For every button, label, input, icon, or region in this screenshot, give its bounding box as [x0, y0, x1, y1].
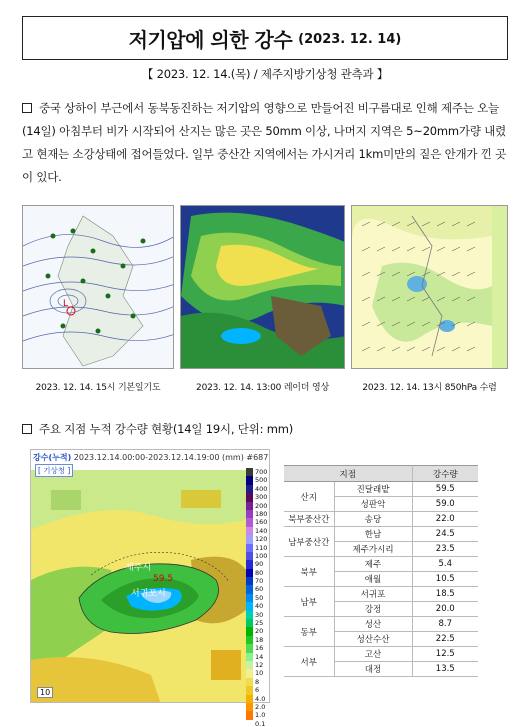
legend-item [246, 703, 276, 711]
legend-item [246, 594, 276, 602]
legend-label: 14 [255, 652, 264, 661]
rainfall-value-cell: 8.7 [412, 617, 478, 632]
table-header-row [284, 466, 478, 482]
legend-item [246, 577, 276, 585]
col-header-rainfall: 강수량 [412, 466, 478, 482]
region-cell: 서부 [284, 647, 334, 677]
legend-item [246, 661, 276, 669]
legend-label: 140 [255, 526, 268, 535]
legend-swatch [246, 485, 253, 493]
title-box [22, 16, 508, 60]
legend-item [246, 485, 276, 493]
legend-label: 200 [255, 501, 268, 510]
legend-swatch [246, 627, 253, 635]
legend-label: 10 [255, 669, 264, 678]
legend-label: 25 [255, 619, 264, 628]
legend-swatch [246, 695, 253, 703]
legend-item [246, 653, 276, 661]
850hpa-convergence-image [351, 205, 508, 369]
rainfall-value-cell: 10.5 [412, 572, 478, 587]
bullet-box-icon [22, 424, 32, 434]
legend-label: 120 [255, 535, 268, 544]
bullet-box-icon [22, 103, 32, 113]
legend-label: 80 [255, 568, 264, 577]
legend-item [246, 627, 276, 635]
station-cell: 송당 [334, 512, 412, 527]
region-cell: 남부중산간 [284, 527, 334, 557]
legend-swatch [246, 653, 253, 661]
legend-item [246, 569, 276, 577]
map-header-range: 2023.12.14.00:00-2023.12.14.19:00 (mm) #687 [73, 453, 269, 462]
surface-weather-chart-image [22, 205, 174, 369]
accumulated-rain-map [30, 449, 270, 703]
rainfall-table [284, 465, 478, 677]
legend-label: 300 [255, 493, 268, 502]
legend-label: 0.1 [255, 719, 266, 727]
legend-swatch [246, 711, 253, 719]
legend-item [246, 510, 276, 518]
table-row [284, 482, 478, 497]
rainfall-value-cell: 18.5 [412, 587, 478, 602]
report-subtitle: 【 2023. 12. 14.(목) / 제주지방기상청 관측과 】 [141, 67, 389, 81]
weather-image-row [22, 205, 508, 375]
legend-label: 4.0 [255, 694, 266, 703]
legend-swatch [246, 644, 253, 652]
section2-heading [22, 421, 293, 437]
rainfall-value-cell: 59.0 [412, 497, 478, 512]
legend-item [246, 544, 276, 552]
summary-text: 중국 상하이 부근에서 동북동진하는 저기압의 영향으로 만들어진 비구름대로 인해 제주는 오늘(14일) 아침부터 비가 시작되어 산지는 많은 곳은 50mm 이상, 나머지 지역은 5~20mm가량 내렸고 현재는 소강상태에 접어들었다. 일부 중산간 지역에서는 가시거리 1km미만의 짙은 안개가 낀 곳이 있다. [22, 101, 507, 184]
legend-label: 100 [255, 551, 268, 560]
radar-image [180, 205, 345, 369]
caption-weather-chart: 2023. 12. 14. 15시 기본일기도 [35, 383, 161, 393]
caption-radar: 2023. 12. 14. 13:00 레이더 영상 [196, 383, 329, 393]
table-row [284, 557, 478, 572]
legend-swatch [246, 577, 253, 585]
legend-label: 160 [255, 518, 268, 527]
region-cell: 동부 [284, 617, 334, 647]
legend-label: 8 [255, 677, 260, 686]
station-cell: 성판악 [334, 497, 412, 512]
table-row [284, 527, 478, 542]
table-row [284, 617, 478, 632]
legend-item [246, 552, 276, 560]
map-header [33, 452, 268, 463]
legend-swatch [246, 527, 253, 535]
legend-swatch [246, 518, 253, 526]
kma-badge: [ 기상청 ] [35, 464, 73, 477]
table-row [284, 647, 478, 662]
legend-item [246, 535, 276, 543]
rainfall-value-cell: 5.4 [412, 557, 478, 572]
svg-text:L: L [63, 299, 69, 309]
rainfall-value-cell: 22.0 [412, 512, 478, 527]
legend-swatch [246, 493, 253, 501]
table-row [284, 512, 478, 527]
legend-item [246, 560, 276, 568]
map-header-label: 강수(누적) [33, 453, 72, 462]
legend-item [246, 695, 276, 703]
station-cell: 제주가시리 [334, 542, 412, 557]
station-cell: 강정 [334, 602, 412, 617]
legend-label: 1.0 [255, 711, 266, 720]
legend-swatch [246, 544, 253, 552]
legend-swatch [246, 678, 253, 686]
label-jeju-city: 제주시 [125, 563, 152, 573]
legend-swatch [246, 476, 253, 484]
station-cell: 한남 [334, 527, 412, 542]
legend-label: 700 [255, 468, 268, 476]
legend-swatch [246, 703, 253, 711]
legend-label: 2.0 [255, 702, 266, 711]
legend-swatch [246, 619, 253, 627]
rainfall-value-cell: 59.5 [412, 482, 478, 497]
legend-swatch [246, 569, 253, 577]
legend-label: 50 [255, 593, 264, 602]
legend-label: 30 [255, 610, 264, 619]
station-cell: 대정 [334, 662, 412, 677]
legend-swatch [246, 602, 253, 610]
title-date: (2023. 12. 14) [298, 32, 402, 47]
legend-label: 70 [255, 577, 264, 586]
legend-label: 18 [255, 635, 264, 644]
legend-item [246, 720, 276, 727]
legend-item [246, 585, 276, 593]
rainfall-value-cell: 13.5 [412, 662, 478, 677]
legend-label: 20 [255, 627, 264, 636]
legend-item [246, 518, 276, 526]
section2-title: 주요 지점 누적 강수량 현황(14일 19시, 단위: mm) [39, 422, 293, 436]
legend-item [246, 611, 276, 619]
legend-swatch [246, 468, 253, 476]
legend-label: 12 [255, 660, 264, 669]
label-seogwipo-city: 서귀포시 [131, 589, 166, 599]
table-row [284, 587, 478, 602]
legend-label: 180 [255, 509, 268, 518]
rain-legend [246, 468, 276, 727]
legend-item [246, 619, 276, 627]
station-cell: 성산 [334, 617, 412, 632]
legend-swatch [246, 611, 253, 619]
legend-item [246, 644, 276, 652]
caption-850hpa: 2023. 12. 14. 13시 850hPa 수렴 [362, 383, 497, 393]
legend-swatch [246, 686, 253, 694]
legend-label: 90 [255, 560, 264, 569]
map-scale-label: 10 [37, 687, 53, 698]
legend-item [246, 493, 276, 501]
rainfall-value-cell: 20.0 [412, 602, 478, 617]
station-cell: 제주 [334, 557, 412, 572]
legend-item [246, 502, 276, 510]
legend-label: 500 [255, 476, 268, 485]
region-cell: 산지 [284, 482, 334, 512]
station-cell: 진달래밭 [334, 482, 412, 497]
legend-label: 16 [255, 644, 264, 653]
legend-swatch [246, 552, 253, 560]
legend-item [246, 711, 276, 719]
station-cell: 성산수산 [334, 632, 412, 647]
legend-swatch [246, 560, 253, 568]
legend-swatch [246, 535, 253, 543]
station-cell: 서귀포 [334, 587, 412, 602]
rainfall-value-cell: 12.5 [412, 647, 478, 662]
legend-swatch [246, 661, 253, 669]
legend-swatch [246, 594, 253, 602]
legend-swatch [246, 669, 253, 677]
legend-label: 40 [255, 602, 264, 611]
legend-item [246, 476, 276, 484]
station-cell: 애월 [334, 572, 412, 587]
page-title: 저기압에 의한 강수 [128, 27, 293, 52]
summary-paragraph [22, 97, 514, 189]
region-cell: 남부 [284, 587, 334, 617]
rainfall-value-cell: 24.5 [412, 527, 478, 542]
region-cell: 북부중산간 [284, 512, 334, 527]
legend-label: 6 [255, 686, 260, 695]
legend-swatch [246, 720, 253, 727]
legend-label: 110 [255, 543, 268, 552]
legend-item [246, 602, 276, 610]
col-header-station: 지점 [284, 466, 412, 482]
legend-label: 400 [255, 484, 268, 493]
legend-swatch [246, 502, 253, 510]
legend-item [246, 527, 276, 535]
rainfall-value-cell: 23.5 [412, 542, 478, 557]
legend-swatch [246, 585, 253, 593]
legend-swatch [246, 636, 253, 644]
region-cell: 북부 [284, 557, 334, 587]
rainfall-value-cell: 22.5 [412, 632, 478, 647]
station-cell: 고산 [334, 647, 412, 662]
legend-item [246, 669, 276, 677]
legend-swatch [246, 510, 253, 518]
max-value-label: 59.5 [153, 574, 174, 584]
legend-item [246, 468, 276, 476]
legend-item [246, 636, 276, 644]
legend-item [246, 678, 276, 686]
legend-label: 60 [255, 585, 264, 594]
rainfall-table-body [284, 482, 478, 677]
legend-item [246, 686, 276, 694]
